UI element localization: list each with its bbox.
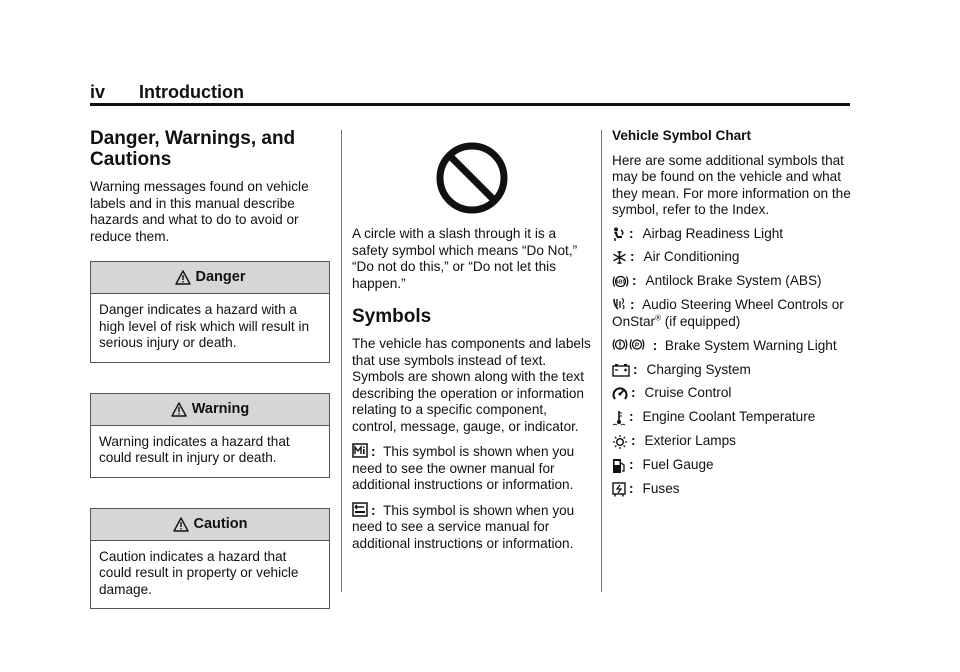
page-header — [90, 82, 850, 104]
symbol-entry-brake-warning — [612, 337, 852, 355]
symbol-label: Engine Coolant Temperature — [642, 409, 816, 424]
warnings-intro: Warning messages found on vehicle labels and in this manual describe hazards and what to do to avoid or reduce them. — [90, 179, 309, 244]
vehicle-symbol-chart-title: Vehicle Symbol Chart — [612, 128, 752, 143]
warning-body: Warning indicates a hazard that could result in injury or death. — [99, 433, 290, 465]
no-symbol-icon — [434, 140, 510, 216]
symbol-label: Antilock Brake System (ABS) — [645, 272, 822, 288]
symbol-entry-fuel — [612, 457, 852, 474]
owner-manual-entry — [352, 443, 592, 494]
danger-title: Danger — [195, 269, 246, 286]
symbol-entry-exterior-lamps — [612, 433, 852, 450]
colon: : — [633, 361, 638, 377]
cruise-control-icon — [612, 386, 628, 402]
symbol-entry-air-conditioning — [612, 249, 852, 266]
symbol-label: Airbag Readiness Light — [642, 225, 784, 241]
warning-box — [90, 393, 330, 478]
fuel-gauge-icon — [612, 458, 626, 474]
caution-triangle-icon — [175, 270, 191, 285]
section-title: Introduction — [139, 82, 244, 102]
middle-column — [352, 138, 592, 552]
symbol-entry-audio-steering — [612, 296, 852, 330]
symbol-entry-cruise — [612, 385, 852, 402]
column-divider — [341, 130, 342, 592]
symbol-label: Exterior Lamps — [644, 433, 736, 448]
symbols-intro: The vehicle has components and labels that use symbols instead of text. Symbols are shown along with the text describing the operation or information relating to a specific component, control, message, gauge, or indicator. — [352, 336, 591, 434]
brake-warning-icon — [612, 337, 646, 352]
coolant-temperature-icon — [612, 410, 626, 426]
service-manual-entry — [352, 502, 592, 553]
vehicle-symbol-chart-intro: Here are some additional symbols that may be found on the vehicle and what they mean. For more information on the symbol, refer to the Index. — [612, 152, 851, 217]
symbol-label: Audio Steering Wheel Controls or OnStar — [612, 297, 844, 329]
no-symbol-caption: A circle with a slash through it is a safety symbol which means “Do Not,” “Do not do this,” or “Do not let this happen.” — [352, 226, 578, 291]
warnings-heading: Danger, Warnings, and Cautions — [90, 128, 296, 170]
colon: : — [630, 297, 635, 312]
colon: : — [630, 249, 635, 264]
symbol-label: Charging System — [646, 361, 751, 377]
abs-icon — [612, 274, 629, 289]
warning-title: Warning — [191, 400, 250, 417]
caution-box-header — [91, 509, 329, 541]
svg-text:ABS: ABS — [615, 279, 626, 285]
colon: : — [629, 457, 634, 472]
symbol-entry-fuses — [612, 481, 852, 498]
symbol-label: Fuel Gauge — [642, 457, 714, 472]
symbol-label: Air Conditioning — [643, 249, 740, 264]
page-number: iv — [90, 82, 106, 102]
column-divider — [601, 130, 602, 592]
symbol-entry-airbag — [612, 226, 852, 243]
owner-manual-text: This symbol is shown when you need to see the owner manual for additional instructions or information. — [352, 444, 575, 492]
danger-body: Danger indicates a hazard with a high level of risk which will result in serious injury or death. — [99, 302, 310, 350]
colon: : — [631, 433, 636, 448]
symbol-label-suffix: (if equipped) — [664, 313, 741, 329]
service-manual-icon — [352, 502, 368, 517]
warning-box-header — [91, 394, 329, 426]
steering-wheel-audio-icon — [612, 296, 627, 311]
symbol-entry-coolant — [612, 409, 852, 426]
header-rule — [90, 103, 850, 106]
colon: : — [371, 444, 376, 459]
colon: : — [629, 225, 634, 241]
caution-triangle-icon — [171, 402, 187, 417]
colon: : — [629, 409, 634, 424]
right-column — [612, 128, 852, 498]
caution-title: Caution — [193, 515, 248, 532]
service-manual-text: This symbol is shown when you need to see a service manual for additional instructions or information. — [352, 502, 575, 551]
exterior-lamps-icon — [612, 434, 628, 450]
air-conditioning-icon — [612, 250, 627, 265]
svg-text:P: P — [634, 342, 640, 349]
fuses-icon — [612, 482, 626, 497]
registered-mark: ® — [655, 312, 661, 322]
symbol-entry-abs — [612, 273, 852, 290]
colon: : — [631, 385, 636, 400]
symbol-label: Cruise Control — [644, 385, 732, 400]
colon: : — [629, 481, 634, 496]
airbag-icon — [612, 227, 626, 242]
symbols-heading: Symbols — [352, 306, 432, 327]
caution-body: Caution indicates a hazard that could result in property or vehicle damage. — [99, 548, 299, 597]
symbol-label: Brake System Warning Light — [664, 338, 837, 353]
battery-icon — [612, 363, 630, 377]
colon: : — [652, 338, 658, 353]
colon: : — [371, 502, 376, 518]
caution-triangle-icon — [173, 517, 189, 532]
symbol-entry-charging — [612, 362, 852, 379]
colon: : — [632, 272, 637, 288]
danger-box — [90, 261, 330, 363]
danger-box-header — [91, 262, 329, 294]
symbol-label: Fuses — [642, 481, 680, 496]
caution-box — [90, 508, 330, 610]
owner-manual-icon — [352, 443, 368, 458]
left-column — [90, 128, 330, 609]
